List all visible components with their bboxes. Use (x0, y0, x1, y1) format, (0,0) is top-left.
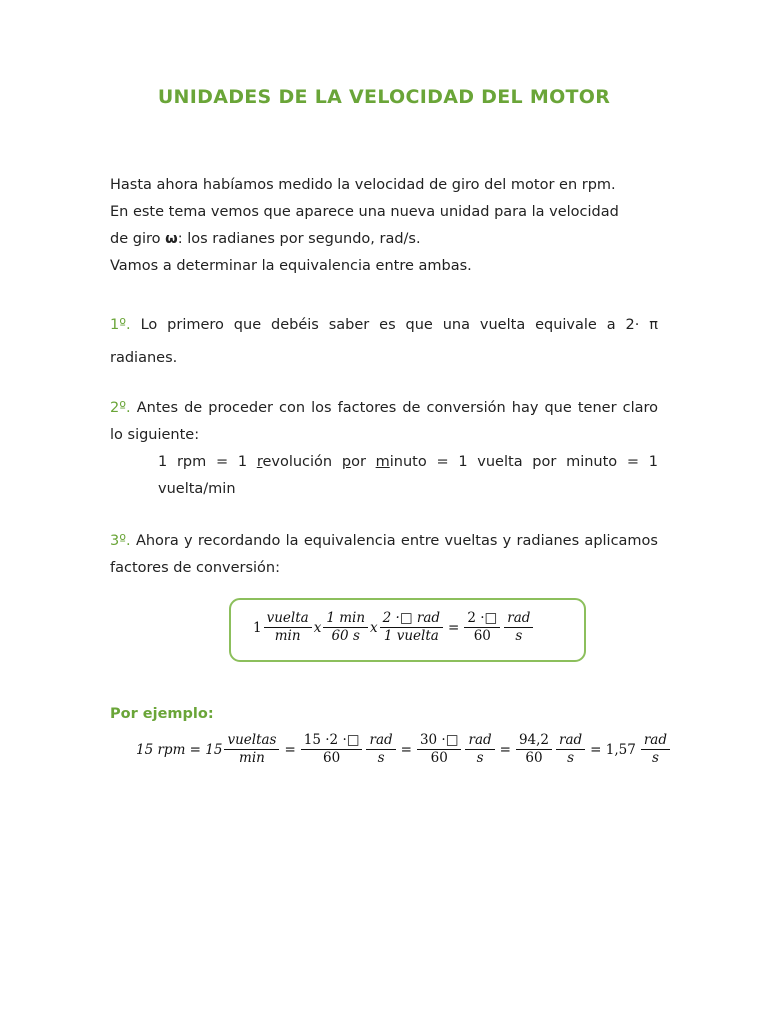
eq-text: or (351, 454, 376, 470)
denominator: 60 s (331, 628, 360, 644)
conversion-formula (253, 610, 535, 645)
equals-sign: = (499, 741, 511, 758)
numerator: rad (366, 732, 395, 750)
eq-underlined: r (256, 454, 263, 470)
math-term: 1 (253, 619, 262, 636)
fraction (516, 732, 552, 767)
step-body (110, 395, 658, 449)
step-3-paragraph (110, 528, 658, 582)
fraction (380, 610, 443, 645)
step-2-paragraph (110, 395, 658, 503)
eq-text: evolución (262, 454, 342, 470)
denominator: 60 (473, 628, 491, 644)
intro-line (110, 226, 658, 253)
eq-text: inuto = 1 vuelta por minuto = 1 vuelta/min (158, 454, 658, 497)
intro-text: de giro (110, 231, 166, 247)
numerator: rad (504, 610, 533, 628)
intro-text: : los radianes por segundo, rad/s. (177, 231, 421, 247)
numerator: 2 ·□ (464, 610, 500, 628)
step-number: 2º. (110, 400, 131, 416)
eq-underlined: p (341, 454, 352, 470)
denominator: s (567, 750, 575, 766)
numerator: 30 ·□ (417, 732, 462, 750)
denominator: 60 (525, 750, 543, 766)
equals-result: = 1,57 (590, 741, 636, 758)
fraction (465, 732, 494, 767)
numerator: 15 ·2 ·□ (301, 732, 363, 750)
denominator: s (515, 628, 523, 644)
times-sign: x (313, 619, 322, 636)
denominator: 60 (323, 750, 341, 766)
intro-paragraph (110, 172, 658, 280)
math-term: 15 rpm = 15 (136, 741, 223, 758)
fraction (366, 732, 395, 767)
denominator: min (239, 750, 265, 766)
denominator: 1 vuelta (383, 628, 439, 644)
fraction (504, 610, 533, 645)
numerator: 2 ·□ rad (380, 610, 443, 628)
fraction (323, 610, 368, 645)
fraction (464, 610, 500, 645)
rpm-equivalence (110, 449, 658, 503)
denominator: min (274, 628, 301, 644)
omega-symbol: ω (165, 231, 178, 247)
numerator: rad (641, 732, 670, 750)
numerator: 94,2 (516, 732, 552, 750)
intro-line: Hasta ahora habíamos medido la velocidad de giro del motor en rpm. (110, 177, 616, 193)
fraction (556, 732, 585, 767)
denominator: 60 (430, 750, 448, 766)
numerator: 1 min (323, 610, 368, 628)
step-number: 1º. (110, 317, 131, 333)
denominator: s (651, 750, 659, 766)
step-1-paragraph (110, 309, 658, 375)
equals-sign: = (448, 619, 460, 636)
numerator: vueltas (224, 732, 279, 750)
numerator: rad (465, 732, 494, 750)
example-formula (136, 732, 672, 767)
step-number: 3º. (110, 533, 131, 549)
equals-sign: = (400, 741, 412, 758)
fraction (224, 732, 279, 767)
fraction (641, 732, 670, 767)
page-title: UNIDADES DE LA VELOCIDAD DEL MOTOR (157, 86, 611, 108)
fraction (301, 732, 363, 767)
intro-line: En este tema vemos que aparece una nueva unidad para la velocidad (110, 204, 619, 220)
eq-text: 1 rpm = 1 (158, 454, 257, 470)
step-text: Ahora y recordando la equivalencia entre vueltas y radianes aplicamos factores de conversión: (110, 533, 658, 576)
step-text: Antes de proceder con los factores de conversión hay que tener claro lo siguiente: (110, 400, 658, 443)
intro-line: Vamos a determinar la equivalencia entre ambas. (110, 258, 472, 274)
fraction (264, 610, 312, 645)
eq-underlined: m (375, 454, 390, 470)
equals-sign: = (284, 741, 296, 758)
fraction (417, 732, 462, 767)
example-label: Por ejemplo: (110, 706, 214, 722)
step-text: Lo primero que debéis saber es que una vuelta equivale a 2· π radianes. (110, 317, 658, 366)
numerator: rad (556, 732, 585, 750)
numerator: vuelta (264, 610, 312, 628)
times-sign: x (370, 619, 378, 636)
denominator: s (377, 750, 385, 766)
denominator: s (476, 750, 484, 766)
